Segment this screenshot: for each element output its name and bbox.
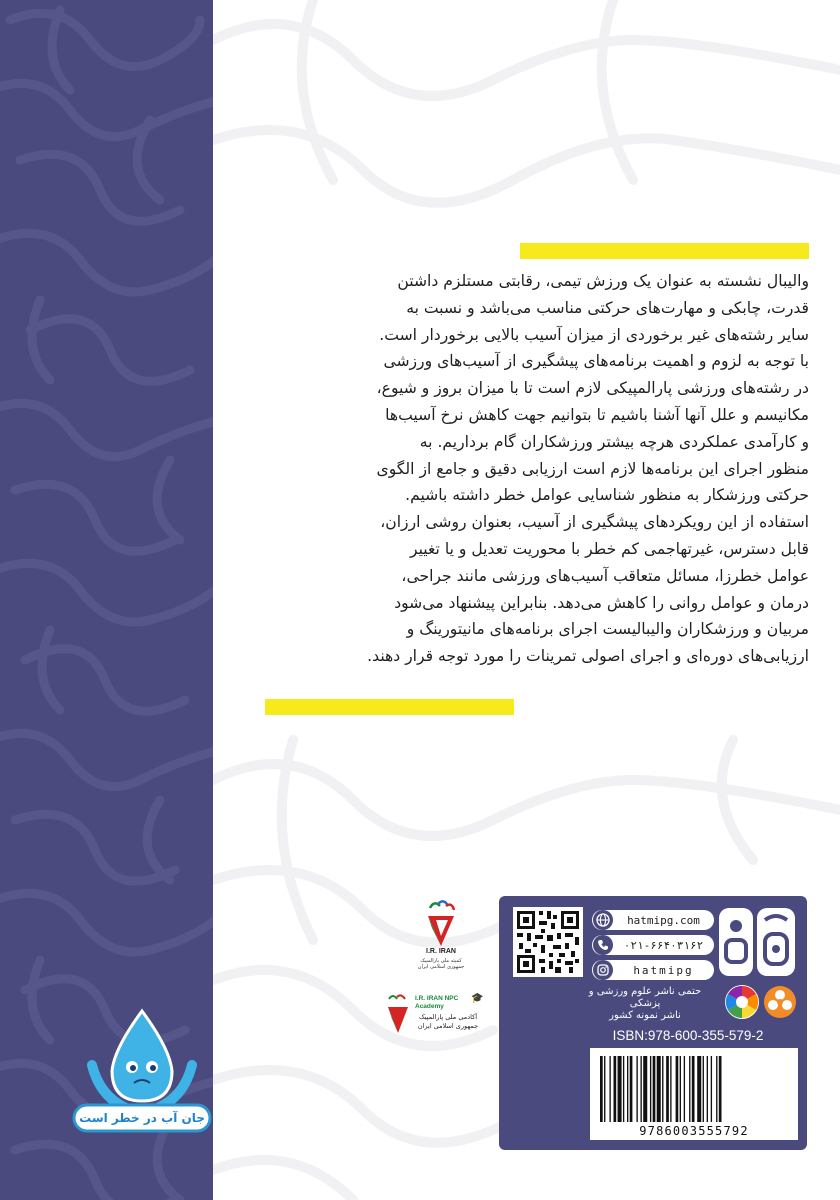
barcode-bar [676, 1056, 679, 1122]
orange-flower-icon [763, 985, 797, 1019]
barcode-bar [692, 1056, 695, 1122]
instagram-row[interactable] [592, 960, 714, 980]
color-wheel-icon [724, 984, 760, 1020]
qr-code-icon [513, 907, 583, 977]
instagram-text: hatmipg [633, 963, 694, 977]
barcode-bar [650, 1056, 651, 1122]
blurb-line: مربیان و ورزشکاران والیبالیست اجرای برنامه‌های مانیتورینگ و [406, 620, 809, 639]
back-cover-blurb [255, 268, 809, 670]
water-badge-text: جان آب در خطر است [79, 1111, 205, 1125]
blurb-line: سایر رشته‌های غیر برخوردی از میزان آسیب بالایی برخوردار است. [379, 325, 809, 344]
hatmi-logo-icon [717, 906, 797, 978]
barcode-bar [618, 1056, 622, 1122]
barcode-bar [657, 1056, 661, 1122]
barcode-bar [697, 1056, 701, 1122]
blurb-line: عوامل خطرزا، مسائل متعاقب آسیب‌های ورزشی مانند جراحی، [401, 566, 809, 585]
blurb-line: در رشته‌های ورزشی پارالمپیکی لازم است تا با میزان بروز و شیوع، [376, 379, 809, 398]
blurb-line: قدرت، چابکی و مهارت‌های حرکتی مناسب می‌باشد و نسبت به [406, 298, 809, 317]
phone-icon [593, 935, 613, 955]
blurb-line: درمان و عوامل روانی را کاهش می‌دهد. بنابراین پیشنهاد می‌شود [394, 593, 809, 612]
blurb-line: و کارآمدی عملکردی هرچه بیشتر ورزشکاران گام برداریم. به [419, 432, 809, 451]
bottom-yellow-bar [265, 699, 514, 715]
academy-label-fa-line: جمهوری اسلامی ایران [417, 1022, 479, 1030]
barcode-bar [719, 1056, 722, 1122]
barcode-bar [604, 1056, 605, 1122]
npc-iran-caption: کمیته ملی پارالمپیک جمهوری اسلامی ایران [417, 958, 465, 970]
blurb-line: با توجه به لزوم و اهمیت برنامه‌های پیشگیری از آسیب‌های ورزشی [383, 352, 809, 371]
barcode-bar [670, 1056, 671, 1122]
water-campaign-badge [72, 1005, 212, 1135]
top-yellow-bar [520, 243, 809, 259]
barcode-bar [627, 1056, 628, 1122]
barcode-bar [703, 1056, 704, 1122]
hatmi-publisher-logo [717, 906, 797, 978]
phone-row[interactable] [592, 935, 714, 955]
barcode-bar [630, 1056, 633, 1122]
blurb-line: منظور اجرای این برنامه‌ها لازم است ارزیابی دقیق و جامع از الگوی [376, 459, 809, 478]
academy-label-en: I.R. IRAN NPC Academy [415, 995, 459, 1010]
phone-text: ۰۲۱-۶۶۴۰۳۱۶۲ [623, 938, 704, 952]
npc-iran-logo [410, 898, 472, 978]
barcode-bar [716, 1056, 717, 1122]
publisher-tagline [576, 986, 714, 1022]
isbn-text: ISBN:978-600-355-579-2 [612, 1028, 764, 1043]
barcode-bars-icon [590, 1048, 798, 1124]
barcode-bar [707, 1056, 708, 1122]
barcode-bar [609, 1056, 610, 1122]
blurb-line: والیبال نشسته به عنوان یک ورزش تیمی، رقابتی مستلزم داشتن [397, 272, 809, 290]
blurb-line: قابل دسترس، غیرتهاجمی کم خطر با محوریت تعدیل و یا تغییر [410, 539, 809, 558]
blurb-line: مکانیسم و علل آنها آشنا باشیم تا بتوانیم جهت کاهش نرخ آسیب‌ها [385, 405, 809, 424]
barcode-bar [614, 1056, 617, 1122]
academy-label-fa [413, 1013, 483, 1031]
barcode-bar [600, 1056, 603, 1122]
academy-emblem-icon [385, 993, 411, 1043]
barcode-bar [636, 1056, 637, 1122]
blurb-line: استفاده از این رویکردهای پیشگیری از آسیب، بعنوان روشی ارزان، [380, 513, 809, 532]
globe-icon [593, 910, 613, 930]
barcode-bar [623, 1056, 624, 1122]
qr-code[interactable] [513, 907, 583, 977]
blurb-line: ارزیابی‌های دوره‌ای و اجرای اصولی تمرینات را مورد توجه قرار دهند. [367, 647, 809, 666]
npc-iran-label: I.R. IRAN [426, 948, 456, 955]
barcode-bar [662, 1056, 663, 1122]
blurb-line: حرکتی ورزشکار به منظور شناسایی عوامل خطر داشته باشیم. [405, 486, 809, 505]
barcode-bar [689, 1056, 690, 1122]
publisher-tagline-line: ناشر نمونه کشور [609, 1010, 681, 1021]
color-wheel-logo [724, 984, 760, 1020]
website-row[interactable] [592, 910, 714, 930]
barcode-bar [643, 1056, 647, 1122]
barcode-bar [641, 1056, 642, 1122]
barcode-bar [666, 1056, 669, 1122]
barcode-bar [653, 1056, 656, 1122]
academy-label-fa-line: آکادمی ملی پارالمپیک [418, 1013, 478, 1021]
publisher-badge-logo [763, 985, 797, 1019]
website-text: hatmipg.com [627, 913, 700, 927]
publisher-tagline-line: حتمی ناشر علوم ورزشی و پزشکی [588, 986, 702, 1009]
barcode-bar [680, 1056, 681, 1122]
barcode-number: 9786003555792 [590, 1124, 798, 1138]
instagram-icon [593, 960, 613, 980]
npc-academy-logo [385, 993, 485, 1043]
barcode-bar [684, 1056, 685, 1122]
barcode-bar [711, 1056, 712, 1122]
graduation-cap-icon: 🎓 [471, 993, 484, 1004]
